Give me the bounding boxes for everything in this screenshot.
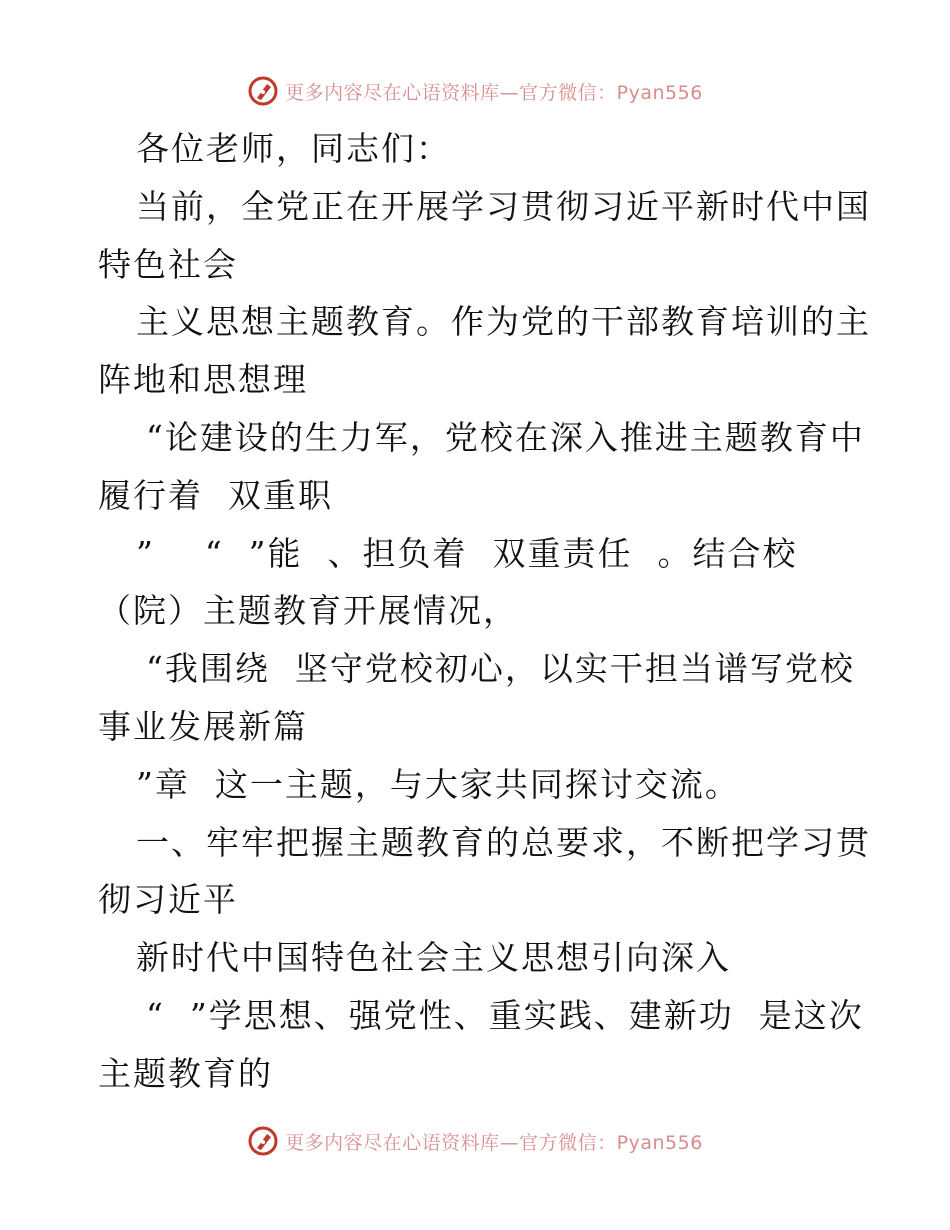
header-watermark	[0, 71, 950, 111]
body-line: 一、牢牢把握主题教育的总要求，不断把学习贯	[136, 822, 871, 862]
body-line: 彻习近平	[98, 880, 238, 920]
body-line: 履行着 双重职	[98, 475, 333, 515]
body-line: 主题教育的	[98, 1053, 273, 1093]
body-line: ” “ ”能 、担负着 双重责任 。结合校	[136, 533, 798, 573]
footer-watermark	[0, 1121, 950, 1161]
body-line: （院）主题教育开展情况，	[98, 591, 518, 631]
body-line: 各位老师，同志们：	[136, 129, 451, 168]
body-line: 特色社会	[98, 244, 238, 284]
pen-nib-logo-icon	[247, 75, 279, 107]
body-line: 当前，全党正在开展学习贯彻习近平新时代中国	[136, 186, 871, 226]
body-line: 新时代中国特色社会主义思想引向深入	[136, 938, 731, 978]
watermark-text: 更多内容尽在心语资料库—官方微信：Pyan556	[285, 1131, 703, 1154]
body-line: 阵地和思想理	[98, 360, 308, 400]
body-line: “ ”学思想、强党性、重实践、建新功 是这次	[146, 995, 864, 1035]
watermark-text: 更多内容尽在心语资料库—官方微信：Pyan556	[285, 81, 703, 104]
body-line: “我围绕 坚守党校初心，以实干担当谱写党校	[146, 649, 855, 689]
body-line: ”章 这一主题，与大家共同探讨交流。	[136, 764, 740, 804]
body-line: 主义思想主题教育。作为党的干部教育培训的主	[136, 302, 871, 342]
document-body	[98, 120, 871, 1103]
pen-nib-logo-icon	[247, 1125, 279, 1157]
body-line: “论建设的生力军，党校在深入推进主题教育中	[146, 417, 865, 457]
body-line: 事业发展新篇	[98, 706, 308, 746]
